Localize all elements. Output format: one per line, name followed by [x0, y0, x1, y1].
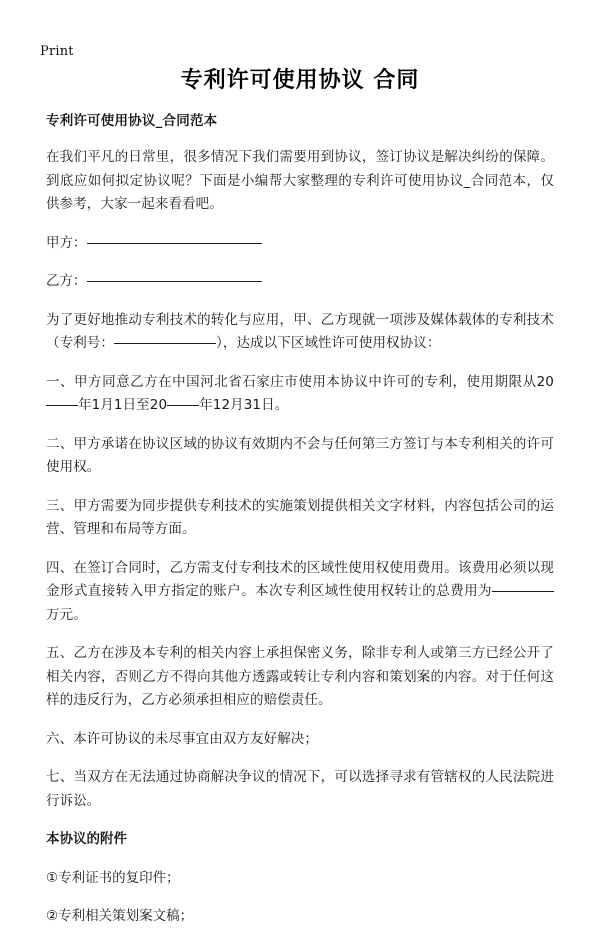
clause-7 [46, 766, 554, 813]
attachment-item-1: ①专利证书的复印件； [46, 869, 180, 886]
clause-3 [46, 495, 554, 542]
preamble-text-after: ），达成以下区域性许可使用权协议： [216, 335, 441, 351]
clause-1-text: 一、甲方同意乙方在中国河北省石家庄市使用本协议中许可的专利，使用期限从20 [46, 373, 554, 390]
party-blank-first[interactable] [87, 243, 262, 244]
attachment-item-2: ②专利相关策划案文稿； [46, 908, 194, 924]
print-link[interactable]: Print [40, 44, 74, 59]
clause-5-text: 五、乙方在涉及本专利的相关内容上承担保密义务，除非专利人或第三方已经公开了相关内容，否则乙方不得向其他方透露或转让专利内容和策划案的内容。对于任何这样的违反行为，乙方必须承担相应的赔偿责任。 [46, 645, 554, 708]
clause-1-text: 年12月31日。 [199, 397, 289, 413]
clause-4-text: 四、在签订合同时，乙方需支付专利技术的区域性使用权使用费用。该费用必须以现金形式直接转入甲方指定的账户。本次专利区域性使用权转让的总费用为 [46, 559, 554, 599]
preamble-paragraph [46, 309, 554, 356]
clause-1-blank[interactable] [167, 405, 199, 406]
page-title: 专利许可使用协议 合同 [180, 68, 420, 93]
clause-1-blank[interactable] [46, 405, 78, 406]
clause-1-text: 年1月1日至20 [78, 397, 168, 413]
attachments-heading: 本协议的附件 [46, 831, 127, 847]
preamble-text-before: 为了更好地推动专利技术的转化与应用，甲、乙方现就一项涉及媒体载体的专利技术（专利号： [46, 311, 554, 351]
clauses-container [46, 371, 554, 814]
clause-4 [46, 557, 554, 628]
clause-2 [46, 433, 554, 480]
clause-4-blank[interactable] [492, 591, 554, 592]
party-row-second [46, 270, 554, 294]
clause-4-text: 万元。 [46, 606, 87, 623]
party-row-first [46, 232, 554, 256]
document-body [46, 62, 554, 944]
clause-5 [46, 642, 554, 713]
document-subtitle: 专利许可使用协议_合同范本 [46, 113, 218, 129]
clause-7-text: 七、当双方在无法通过协商解决争议的情况下，可以选择寻求有管辖权的人民法院进行诉讼。 [46, 769, 554, 809]
clause-3-text: 三、甲方需要为同步提供专利技术的实施策划提供相关文字材料，内容包括公司的运营、管理和布局等方面。 [46, 497, 554, 537]
clause-2-text: 二、甲方承诺在协议区域的协议有效期内不会与任何第三方签订与本专利相关的许可使用权。 [46, 435, 554, 475]
clause-1 [46, 371, 554, 418]
clause-6 [46, 728, 554, 752]
party-label-second: 乙方： [46, 273, 87, 289]
clause-6-text: 六、本许可协议的未尽事宜由双方友好解决； [46, 730, 318, 747]
party-blank-second[interactable] [87, 281, 262, 282]
party-label-first: 甲方： [46, 234, 87, 251]
intro-paragraph: 在我们平凡的日常里，很多情况下我们需要用到协议，签订协议是解决纠纷的保障。到底应如何拟定协议呢？下面是小编帮大家整理的专利许可使用协议_合同范本，仅供参考，大家一起来看看吧。 [46, 149, 554, 212]
patent-number-blank[interactable] [114, 343, 216, 344]
